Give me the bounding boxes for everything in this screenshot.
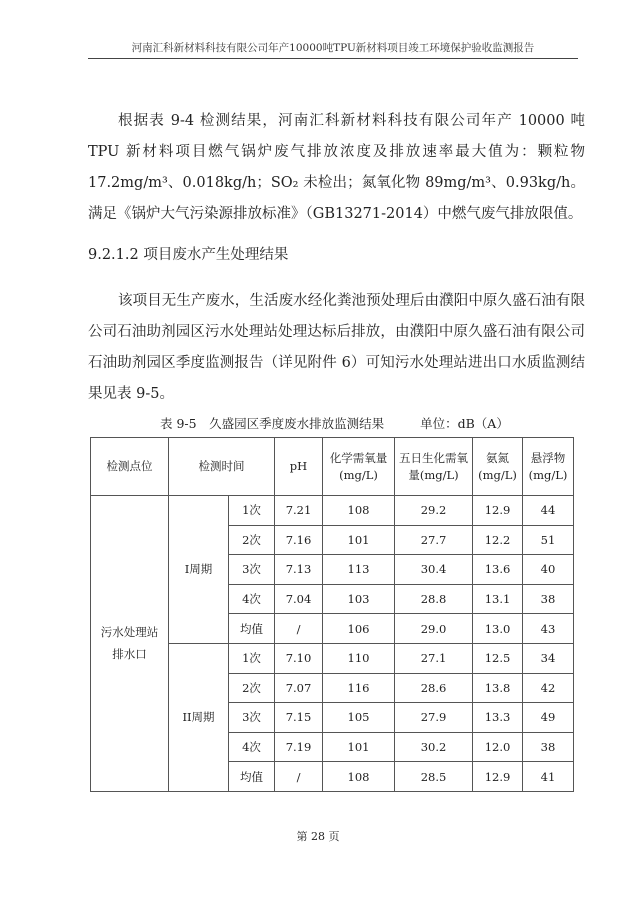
paragraph-text: 该项目无生产废水，生活废水经化粪池预处理后由濮阳中原久盛石油有限公司石油助剂园区污水处理站处理达标后排放，由濮阳中原久盛石油有限公司石油助剂园区季度监测报告（详见附件 6）可知污水处理站进出口水质监测结果见表 9-5。	[88, 293, 585, 402]
bod-cell: 29.2	[395, 496, 473, 526]
period-cell: II周期	[169, 643, 229, 791]
ph-cell: 7.16	[275, 525, 323, 555]
header-nh3: 氨氮(mg/L)	[473, 438, 523, 496]
ss-cell: 34	[523, 643, 574, 673]
table-title: 表 9-5 久盛园区季度废水排放监测结果	[160, 416, 385, 431]
time-cell: 均值	[229, 762, 275, 792]
ss-cell: 43	[523, 614, 574, 644]
ss-cell: 42	[523, 673, 574, 703]
section-heading: 9.2.1.2 项目废水产生处理结果	[88, 247, 289, 263]
nh3-cell: 12.9	[473, 496, 523, 526]
nh3-cell: 13.0	[473, 614, 523, 644]
cod-cell: 101	[323, 732, 395, 762]
table-header-row	[91, 438, 574, 496]
table-unit: 单位：dB（A）	[420, 416, 509, 431]
nh3-cell: 13.3	[473, 703, 523, 733]
table-body	[91, 496, 574, 792]
cod-cell: 106	[323, 614, 395, 644]
bod-cell: 27.9	[395, 703, 473, 733]
ss-cell: 49	[523, 703, 574, 733]
running-header: 河南汇科新材料科技有限公司年产10000吨TPU新材料项目竣工环境保护验收监测报告	[88, 40, 578, 59]
header-bod: 五日生化需氧量(mg/L)	[395, 438, 473, 496]
nh3-cell: 12.5	[473, 643, 523, 673]
bod-cell: 28.8	[395, 584, 473, 614]
table-row	[91, 496, 574, 526]
ph-cell: /	[275, 762, 323, 792]
nh3-cell: 13.8	[473, 673, 523, 703]
bod-cell: 27.7	[395, 525, 473, 555]
time-cell: 2次	[229, 525, 275, 555]
time-cell: 1次	[229, 496, 275, 526]
ss-cell: 51	[523, 525, 574, 555]
bod-cell: 30.4	[395, 555, 473, 585]
paragraph-text: 根据表 9-4 检测结果，河南汇科新材料科技有限公司年产 10000 吨 TPU 新材料项目燃气锅炉废气排放浓度及排放速率最大值为：颗粒物 17.2mg/m³、0.018kg/h；SO₂ 未检出；氮氧化物 89mg/m³、0.93kg/h。满足《锅炉大气污染源排放标准》（GB13271-2014）中燃气废气排放限值。	[88, 113, 585, 222]
header-cod: 化学需氧量(mg/L)	[323, 438, 395, 496]
time-cell: 3次	[229, 703, 275, 733]
paragraph-emission-result	[88, 106, 585, 230]
ss-cell: 41	[523, 762, 574, 792]
ph-cell: /	[275, 614, 323, 644]
location-cell: 污水处理站排水口	[91, 496, 169, 792]
nh3-cell: 12.0	[473, 732, 523, 762]
header-time: 检测时间	[169, 438, 275, 496]
ph-cell: 7.04	[275, 584, 323, 614]
header-point: 检测点位	[91, 438, 169, 496]
time-cell: 3次	[229, 555, 275, 585]
time-cell: 2次	[229, 673, 275, 703]
header-ss: 悬浮物(mg/L)	[523, 438, 574, 496]
ph-cell: 7.10	[275, 643, 323, 673]
bod-cell: 28.5	[395, 762, 473, 792]
time-cell: 4次	[229, 732, 275, 762]
ph-cell: 7.07	[275, 673, 323, 703]
cod-cell: 116	[323, 673, 395, 703]
cod-cell: 113	[323, 555, 395, 585]
cod-cell: 105	[323, 703, 395, 733]
bod-cell: 30.2	[395, 732, 473, 762]
page-number: 第 28 页	[296, 830, 340, 843]
time-cell: 4次	[229, 584, 275, 614]
bod-cell: 28.6	[395, 673, 473, 703]
time-cell: 1次	[229, 643, 275, 673]
period-cell: I周期	[169, 496, 229, 644]
ph-cell: 7.15	[275, 703, 323, 733]
ss-cell: 38	[523, 732, 574, 762]
nh3-cell: 13.1	[473, 584, 523, 614]
nh3-cell: 13.6	[473, 555, 523, 585]
ss-cell: 44	[523, 496, 574, 526]
nh3-cell: 12.2	[473, 525, 523, 555]
wastewater-table	[90, 437, 574, 792]
cod-cell: 108	[323, 762, 395, 792]
cod-cell: 103	[323, 584, 395, 614]
header-ph: pH	[275, 438, 323, 496]
ss-cell: 38	[523, 584, 574, 614]
ss-cell: 40	[523, 555, 574, 585]
bod-cell: 27.1	[395, 643, 473, 673]
paragraph-wastewater	[88, 286, 585, 410]
ph-cell: 7.13	[275, 555, 323, 585]
ph-cell: 7.21	[275, 496, 323, 526]
time-cell: 均值	[229, 614, 275, 644]
ph-cell: 7.19	[275, 732, 323, 762]
cod-cell: 108	[323, 496, 395, 526]
cod-cell: 101	[323, 525, 395, 555]
table-caption	[160, 414, 509, 432]
nh3-cell: 12.9	[473, 762, 523, 792]
bod-cell: 29.0	[395, 614, 473, 644]
cod-cell: 110	[323, 643, 395, 673]
